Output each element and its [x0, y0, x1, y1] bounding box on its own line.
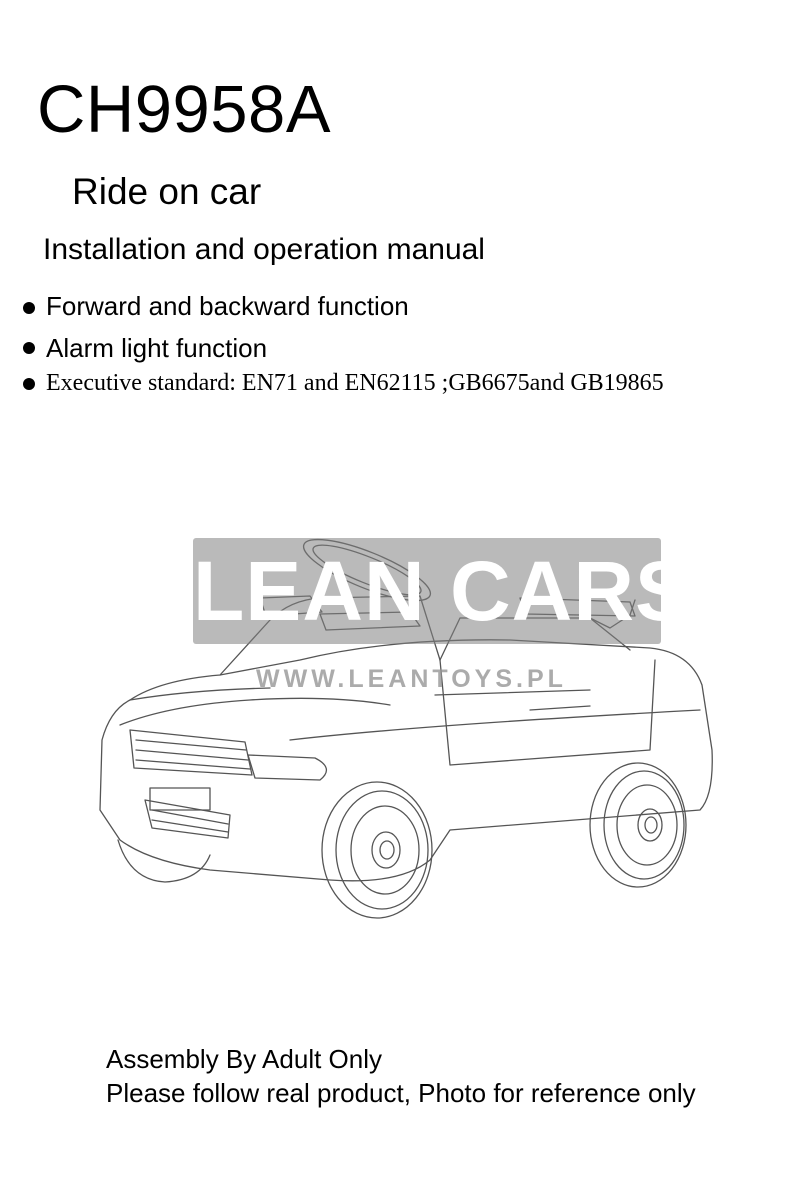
bullet-icon: [23, 342, 35, 354]
feature-item: [20, 330, 664, 366]
rear-wheel: [590, 763, 686, 887]
feature-item: [20, 366, 664, 400]
product-name: Ride on car: [72, 171, 262, 212]
feature-text: Forward and backward function: [46, 291, 409, 321]
feature-text: Alarm light function: [46, 333, 268, 363]
model-number: CH9958A: [37, 72, 332, 147]
manual-title: Installation and operation manual: [43, 233, 485, 266]
watermark-url: WWW.LEANTOYS.PL: [256, 665, 567, 693]
feature-item: [20, 288, 664, 330]
bullet-icon: [23, 378, 35, 390]
assembly-note: Assembly By Adult Only: [106, 1044, 382, 1074]
reference-note: Please follow real product, Photo for reference only: [106, 1078, 696, 1108]
footer-notes: [106, 1042, 696, 1110]
front-wheel: [322, 782, 432, 918]
bullet-icon: [23, 302, 35, 314]
feature-text: Executive standard: EN71 and EN62115 ;GB6675and GB19865: [46, 370, 664, 396]
feature-list: [20, 288, 664, 400]
watermark-logo: LEAN CARS: [193, 538, 661, 644]
